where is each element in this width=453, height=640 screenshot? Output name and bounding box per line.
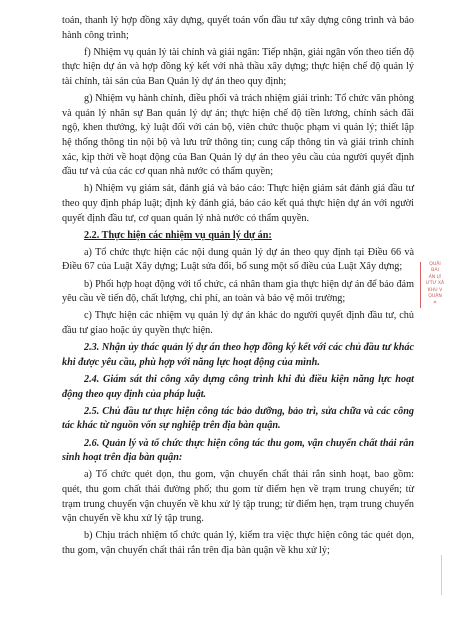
paragraph-h-monitoring: h) Nhiệm vụ giám sát, đánh giá và báo cáo: Thực hiện giám sát đánh giá đầu tư theo quy định pháp luật; định kỳ đánh giá, báo cáo kết quả thực hiện dự án với người quyết định đầu tư, cơ quan quản lý nhà nước có thẩm quyền.	[62, 183, 414, 224]
section-2-3: 2.3. Nhận ủy thác quản lý dự án theo hợp đồng ký kết với các chủ đầu tư khác khi được yêu cầu, phù hợp với năng lực hoạt động của mình.	[62, 342, 414, 368]
paragraph-2-6-a: a) Tổ chức quét dọn, thu gom, vận chuyển chất thải rắn sinh hoạt, bao gồm: quét, thu gom chất thải đường phố; thu gom từ điểm hẹn về trạm trung chuyển; từ trạm trung chuyển vận chuyển về khu xử lý tập trung; từ điểm hẹn, trạm trung chuyển vận chuyển về khu xử lý tập trung.	[62, 469, 414, 525]
red-seal-stamp	[420, 262, 447, 308]
section-heading-2-2	[62, 229, 414, 244]
paragraph-continuation: toán, thanh lý hợp đồng xây dựng, quyết toán vốn đầu tư xây dựng công trình và bảo hành công trình;	[62, 15, 414, 41]
paragraph-2-2-b: b) Phối hợp hoạt động với tổ chức, cá nhân tham gia thực hiện dự án để bảo đảm yêu cầu về tiến độ, chất lượng, chi phí, an toàn và bảo vệ môi trường;	[62, 278, 414, 305]
paragraph-2-6-b: b) Chịu trách nhiệm tổ chức quản lý, kiểm tra việc thực hiện công tác quét dọn, thu gom, vận chuyển chất thải rắn trên địa bàn quận về khu xử lý;	[62, 530, 414, 556]
stamp-line: QUẬN	[428, 294, 442, 300]
stamp-line: ÁN LÝ	[428, 274, 442, 280]
paragraph-2-2-a: a) Tổ chức thực hiện các nội dung quản lý dự án theo quy định tại Điều 66 và Điều 67 của Luật Xây dựng; Luật sửa đổi, bổ sung một số điều của Luật Xây dựng;	[62, 246, 414, 273]
section-heading-2-2-text: 2.2. Thực hiện các nhiệm vụ quản lý dự án:	[84, 229, 272, 241]
stamp-line: KHU V	[427, 287, 443, 293]
stamp-star-icon: *	[433, 300, 437, 308]
document-body	[62, 14, 414, 561]
stamp-line: ƯTƯ XÂ	[425, 281, 445, 287]
page-edge-mark	[441, 555, 445, 595]
stamp-line: BAI	[431, 268, 439, 274]
stamp-line: QUẬI	[429, 262, 441, 267]
section-2-6: 2.6. Quản lý và tổ chức thực hiện công tác thu gom, vận chuyển chất thải rắn sinh hoạt trên địa bàn quận:	[62, 437, 414, 464]
paragraph-2-2-c: c) Thực hiện các nhiệm vụ quản lý dự án khác do người quyết định đầu tư, chủ đầu tư giao hoặc ủy quyền thực hiện.	[62, 310, 414, 337]
section-2-5: 2.5. Chủ đầu tư thực hiện công tác bảo dưỡng, bảo trì, sửa chữa và các công tác khác từ nguồn vốn sự nghiệp trên địa bàn quận.	[62, 405, 414, 432]
section-2-4: 2.4. Giám sát thi công xây dựng công trình khi đủ điều kiện năng lực hoạt động theo quy định của pháp luật.	[62, 374, 414, 400]
paragraph-g-admin: g) Nhiệm vụ hành chính, điều phối và trách nhiệm giải trình: Tổ chức văn phòng và quản lý nhân sự Ban quản lý dự án; thực hiện chế độ tiền lương, chính sách đãi ngộ, khen thưởng, kỷ luật đối với cán bộ, viên chức thuộc phạm vi quản lý; thiết lập hệ thống thông tin nội bộ và lưu trữ thông tin; cung cấp thông tin và giải trình chính xác, kịp thời về hoạt động của Ban Quản lý dự án theo yêu cầu của người quyết định đầu tư và của các cơ quan nhà nước có thẩm quyền;	[62, 93, 414, 178]
paragraph-f-finance: f) Nhiệm vụ quản lý tài chính và giải ngân: Tiếp nhận, giải ngân vốn theo tiến độ thực hiện dự án và hợp đồng ký kết với nhà thầu xây dựng; thực hiện chế độ quản lý tài chính, tài sản của Ban Quản lý dự án theo quy định;	[62, 46, 414, 87]
